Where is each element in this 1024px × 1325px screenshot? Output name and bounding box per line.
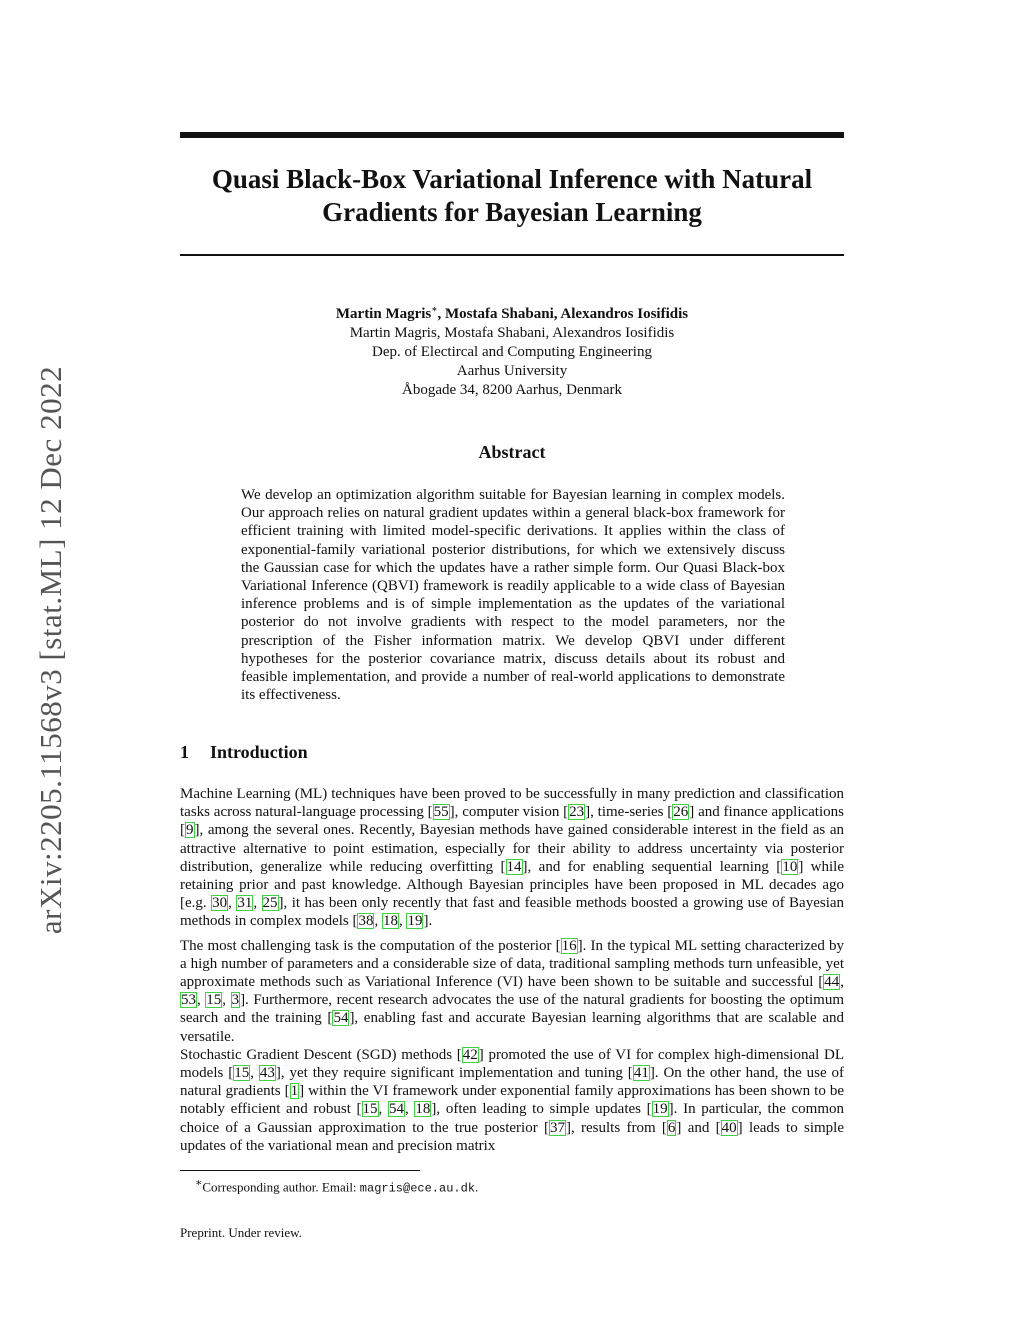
preprint-note: Preprint. Under review. (180, 1225, 302, 1240)
citation-link[interactable]: 44 (824, 974, 840, 991)
section-heading (180, 742, 308, 763)
citation-link[interactable]: 18 (382, 913, 398, 930)
citation-link[interactable]: 42 (462, 1046, 478, 1063)
email-link[interactable]: magris@ece.au.dk (359, 1181, 476, 1196)
paragraph-1: Machine Learning (ML) techniques have been proved to be successfully in many prediction and classification tasks across natural-language processing [55], computer vision [23], time-series [26] and finance applications [9], among the several ones. Recently, Bayesian methods have gained considerable interest in the field as an attractive alternative to point estimation, especially for their ability to address uncertainty via posterior distribution, generalize while reducing overfitting [14], and for enabling sequential learning [10] while retaining prior and past knowledge. Although Bayesian principles have been proposed in ML decades ago [e.g. 30, 31, 25], it has been only recently that fast and feasible methods boosted a growing use of Bayesian methods in complex models [38, 18, 19]. (180, 786, 845, 930)
citation-link[interactable]: 41 (633, 1065, 649, 1082)
author-footnote-mark: ∗ (431, 304, 438, 314)
citation-link[interactable]: 19 (652, 1101, 668, 1118)
footnote-mark: ∗ (195, 1177, 203, 1189)
author-names: Martin Magris, Mostafa Shabani, Alexandros Iosifidis (349, 325, 675, 341)
citation-link[interactable]: 3 (231, 992, 240, 1009)
citation-link[interactable]: 23 (569, 804, 585, 821)
title-bottom-rule (180, 254, 844, 256)
citation-link[interactable]: 37 (549, 1119, 565, 1136)
citation-link[interactable]: 9 (186, 822, 194, 839)
citation-link[interactable]: 31 (237, 895, 253, 912)
paper-title: Quasi Black-Box Variational Inference with Natural Gradients for Bayesian Learning (211, 164, 813, 227)
citation-link[interactable]: 6 (667, 1119, 676, 1136)
author-address: Åbogade 34, 8200 Aarhus, Denmark (402, 382, 622, 398)
arxiv-side-label: arXiv:2205.11568v3 [stat.ML] 12 Dec 2022 (33, 365, 68, 935)
footnote-rule (180, 1170, 420, 1171)
abstract-text: We develop an optimization algorithm suitable for Bayesian learning in complex models. Our approach relies on natural gradient updates within a general black-box framework for efficient training with limited model-specific derivations. It applies within the class of exponential-family variational posterior distributions, for which we extensively discuss the Gaussian case for which the updates have a rather simple form. Our Quasi Black-box Variational Inference (QBVI) framework is readily applicable to a wide class of Bayesian inference problems and is of simple implementation as the updates of the variational posterior do not involve gradients with respect to the model parameters, nor the prescription of the Fisher information matrix. We develop QBVI under different hypotheses for the posterior covariance matrix, discuss details about its robust and feasible implementation, and provide a number of real-world applications to demonstrate its effectiveness. (241, 487, 785, 704)
citation-link[interactable]: 53 (181, 992, 196, 1009)
citation-link[interactable]: 15 (234, 1065, 250, 1082)
citation-link[interactable]: 38 (358, 913, 374, 930)
citation-link[interactable]: 18 (415, 1101, 431, 1118)
paragraph-3: Stochastic Gradient Descent (SGD) methods [42] promoted the use of VI for complex high-dimensional DL models [15, 43], yet they require significant implementation and tuning [41]. On the other hand, the use of natural gradients [1] within the VI framework under exponential family approximations has been shown to be notably efficient and robust [15, 54, 18], often leading to simple updates [19]. In particular, the common choice of a Gaussian approximation to the true posterior [37], results from [6] and [40] leads to simple updates of the variational mean and precision matrix (180, 1046, 845, 1154)
citation-link[interactable]: 19 (407, 913, 423, 930)
citation-link[interactable]: 26 (673, 804, 689, 821)
citation-link[interactable]: 16 (561, 937, 577, 954)
paragraph-2: The most challenging task is the computation of the posterior [16]. In the typical ML setting characterized by a high number of parameters and a considerable size of data, traditional sampling methods turn unfeasible, yet approximate methods such as Variational Inference (VI) have been shown to be suitable and successful [44, 53, 15, 3]. Furthermore, recent research advocates the use of the natural gradients for boosting the optimum search and the training [54], enabling fast and accurate Bayesian learning algorithms that are scalable and versatile. (180, 937, 845, 1045)
author-names-bold: Martin Magris∗, Mostafa Shabani, Alexandros Iosifidis (335, 304, 689, 322)
citation-link[interactable]: 15 (362, 1101, 378, 1118)
citation-link[interactable]: 40 (721, 1119, 737, 1136)
citation-link[interactable]: 30 (212, 895, 228, 912)
citation-link[interactable]: 1 (290, 1083, 299, 1100)
author-block (180, 300, 844, 400)
author-university: Aarhus University (456, 363, 568, 379)
introduction-body (180, 785, 844, 1161)
citation-link[interactable]: 55 (433, 804, 449, 821)
section-number: 1 (180, 742, 189, 762)
citation-link[interactable]: 15 (206, 992, 222, 1009)
title-top-rule (180, 132, 844, 138)
footnote: ∗Corresponding author. Email: magris@ece.au.dk. (195, 1177, 479, 1196)
citation-link[interactable]: 25 (262, 895, 278, 912)
citation-link[interactable]: 10 (782, 858, 798, 875)
citation-link[interactable]: 54 (388, 1101, 404, 1118)
citation-link[interactable]: 54 (333, 1010, 349, 1027)
citation-link[interactable]: 14 (506, 858, 522, 875)
author-department: Dep. of Electircal and Computing Engineering (372, 344, 652, 360)
abstract-heading: Abstract (478, 442, 546, 462)
citation-link[interactable]: 43 (259, 1065, 275, 1082)
section-title: Introduction (210, 742, 308, 762)
